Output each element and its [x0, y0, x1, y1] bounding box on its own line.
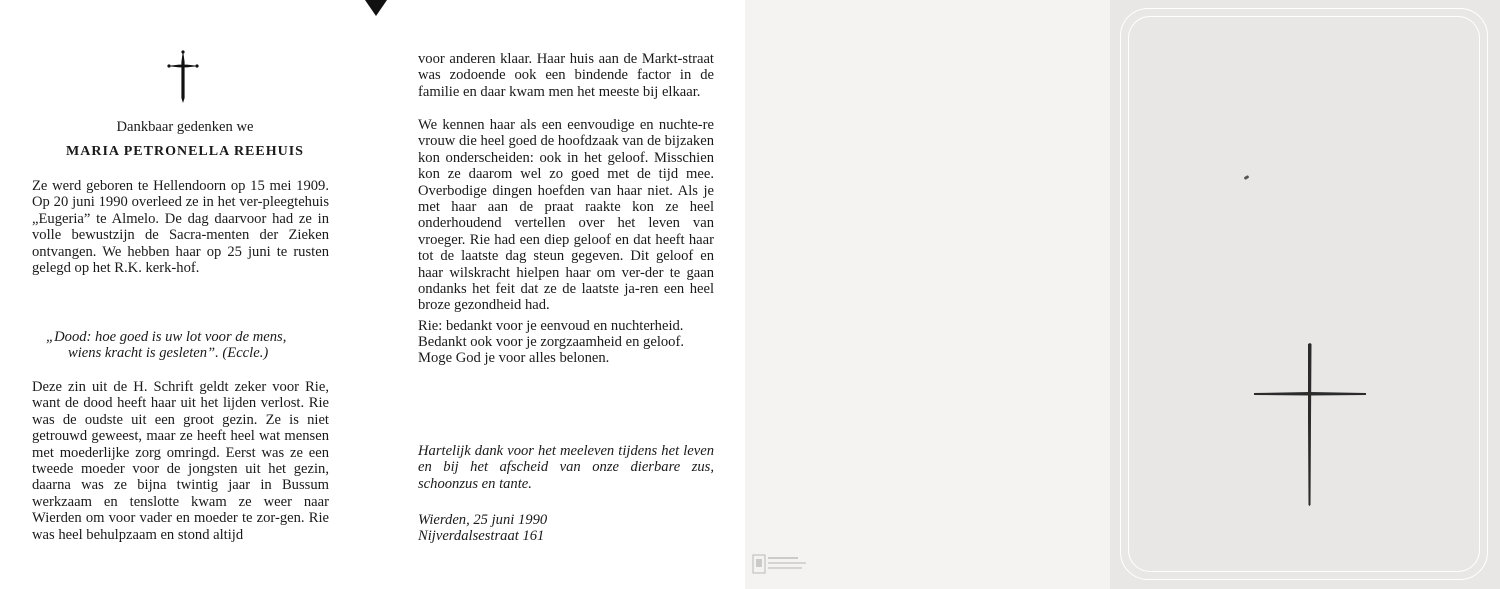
thanks-line-2: Bedankt ook voor je zorgzaamheid en geloof. — [418, 334, 684, 350]
cross-icon — [1250, 340, 1370, 510]
character-paragraph: We kennen haar als een eenvoudige en nuchte-re vrouw die heel goed de hoofdzaak van de bijzaken kon onderscheiden: ook in het geloof. Misschien kon ze daarom wel zo goed met de tijd mee. Overbodige dingen hoefden van haar niet. Als je met haar aan de praat raakte kon ze heel onderhoudend vertellen over het leven van vroeger. Rie had een diep geloof en dat heeft haar tot de laatste dag steun gegeven. Dit geloof en haar wilskracht hielpen haar om ver-der te gaan ondanks het feit dat ze de laatste ja-ren een heel broze gezondheid had. — [418, 117, 714, 314]
fold-marker-icon — [365, 0, 387, 16]
thanks-line-1: Rie: bedankt voor je eenvoud en nuchterheid. — [418, 318, 684, 334]
intro-line: Dankbaar gedenken we — [116, 119, 254, 135]
scripture-quote-line-1: „Dood: hoe goed is uw lot voor de mens, — [46, 329, 287, 345]
gratitude-note: Hartelijk dank voor het meeleven tijdens het leven en bij het afscheid van onze dierbare zus, schoonzus en tante. — [418, 443, 714, 492]
biography-paragraph: Ze werd geboren te Hellendoorn op 15 mei 1909. Op 20 juni 1990 overleed ze in het ver-pleegtehuis „Eugeria” te Almelo. De dag daarvoor had ze in volle bewustzijn de Sacra-menten der Zieken ontvangen. We hebben haar op 25 juni te rusten gelegd op het R.K. kerk-hof. — [32, 178, 329, 277]
reflection-paragraph: Deze zin uit de H. Schrift geldt zeker voor Rie, want de dood heeft haar uit het lijden verlost. Rie was de oudste uit een groot gezin. Ze is niet getrouwd geweest, maar ze heeft heel wat mensen met moederlijke zorg omringd. Eerst was ze een tweede moeder voor de jongsten uit het gezin, daarna was ze bijna twintig jaar in Bussum werkzaam en tenslotte kwam ze weer naar Wierden om voor vader en moeder te zor-gen. Rie was heel behulpzaam en stond altijd — [32, 379, 329, 543]
printer-logo-icon — [752, 552, 812, 576]
deceased-name: MARIA PETRONELLA REEHUIS — [66, 144, 304, 159]
card-back — [745, 0, 1110, 589]
blessing-line: Moge God je voor alles belonen. — [418, 350, 610, 366]
scripture-quote-line-2: wiens kracht is gesleten”. (Eccle.) — [68, 345, 269, 361]
reflection-continued: voor anderen klaar. Haar huis aan de Markt-straat was zodoende ook een bindende factor in de familie en daar kwam men het meeste bij elkaar. — [418, 51, 714, 100]
address: Nijverdalsestraat 161 — [418, 528, 545, 544]
place-and-date: Wierden, 25 juni 1990 — [418, 512, 548, 528]
cross-icon — [165, 48, 201, 104]
